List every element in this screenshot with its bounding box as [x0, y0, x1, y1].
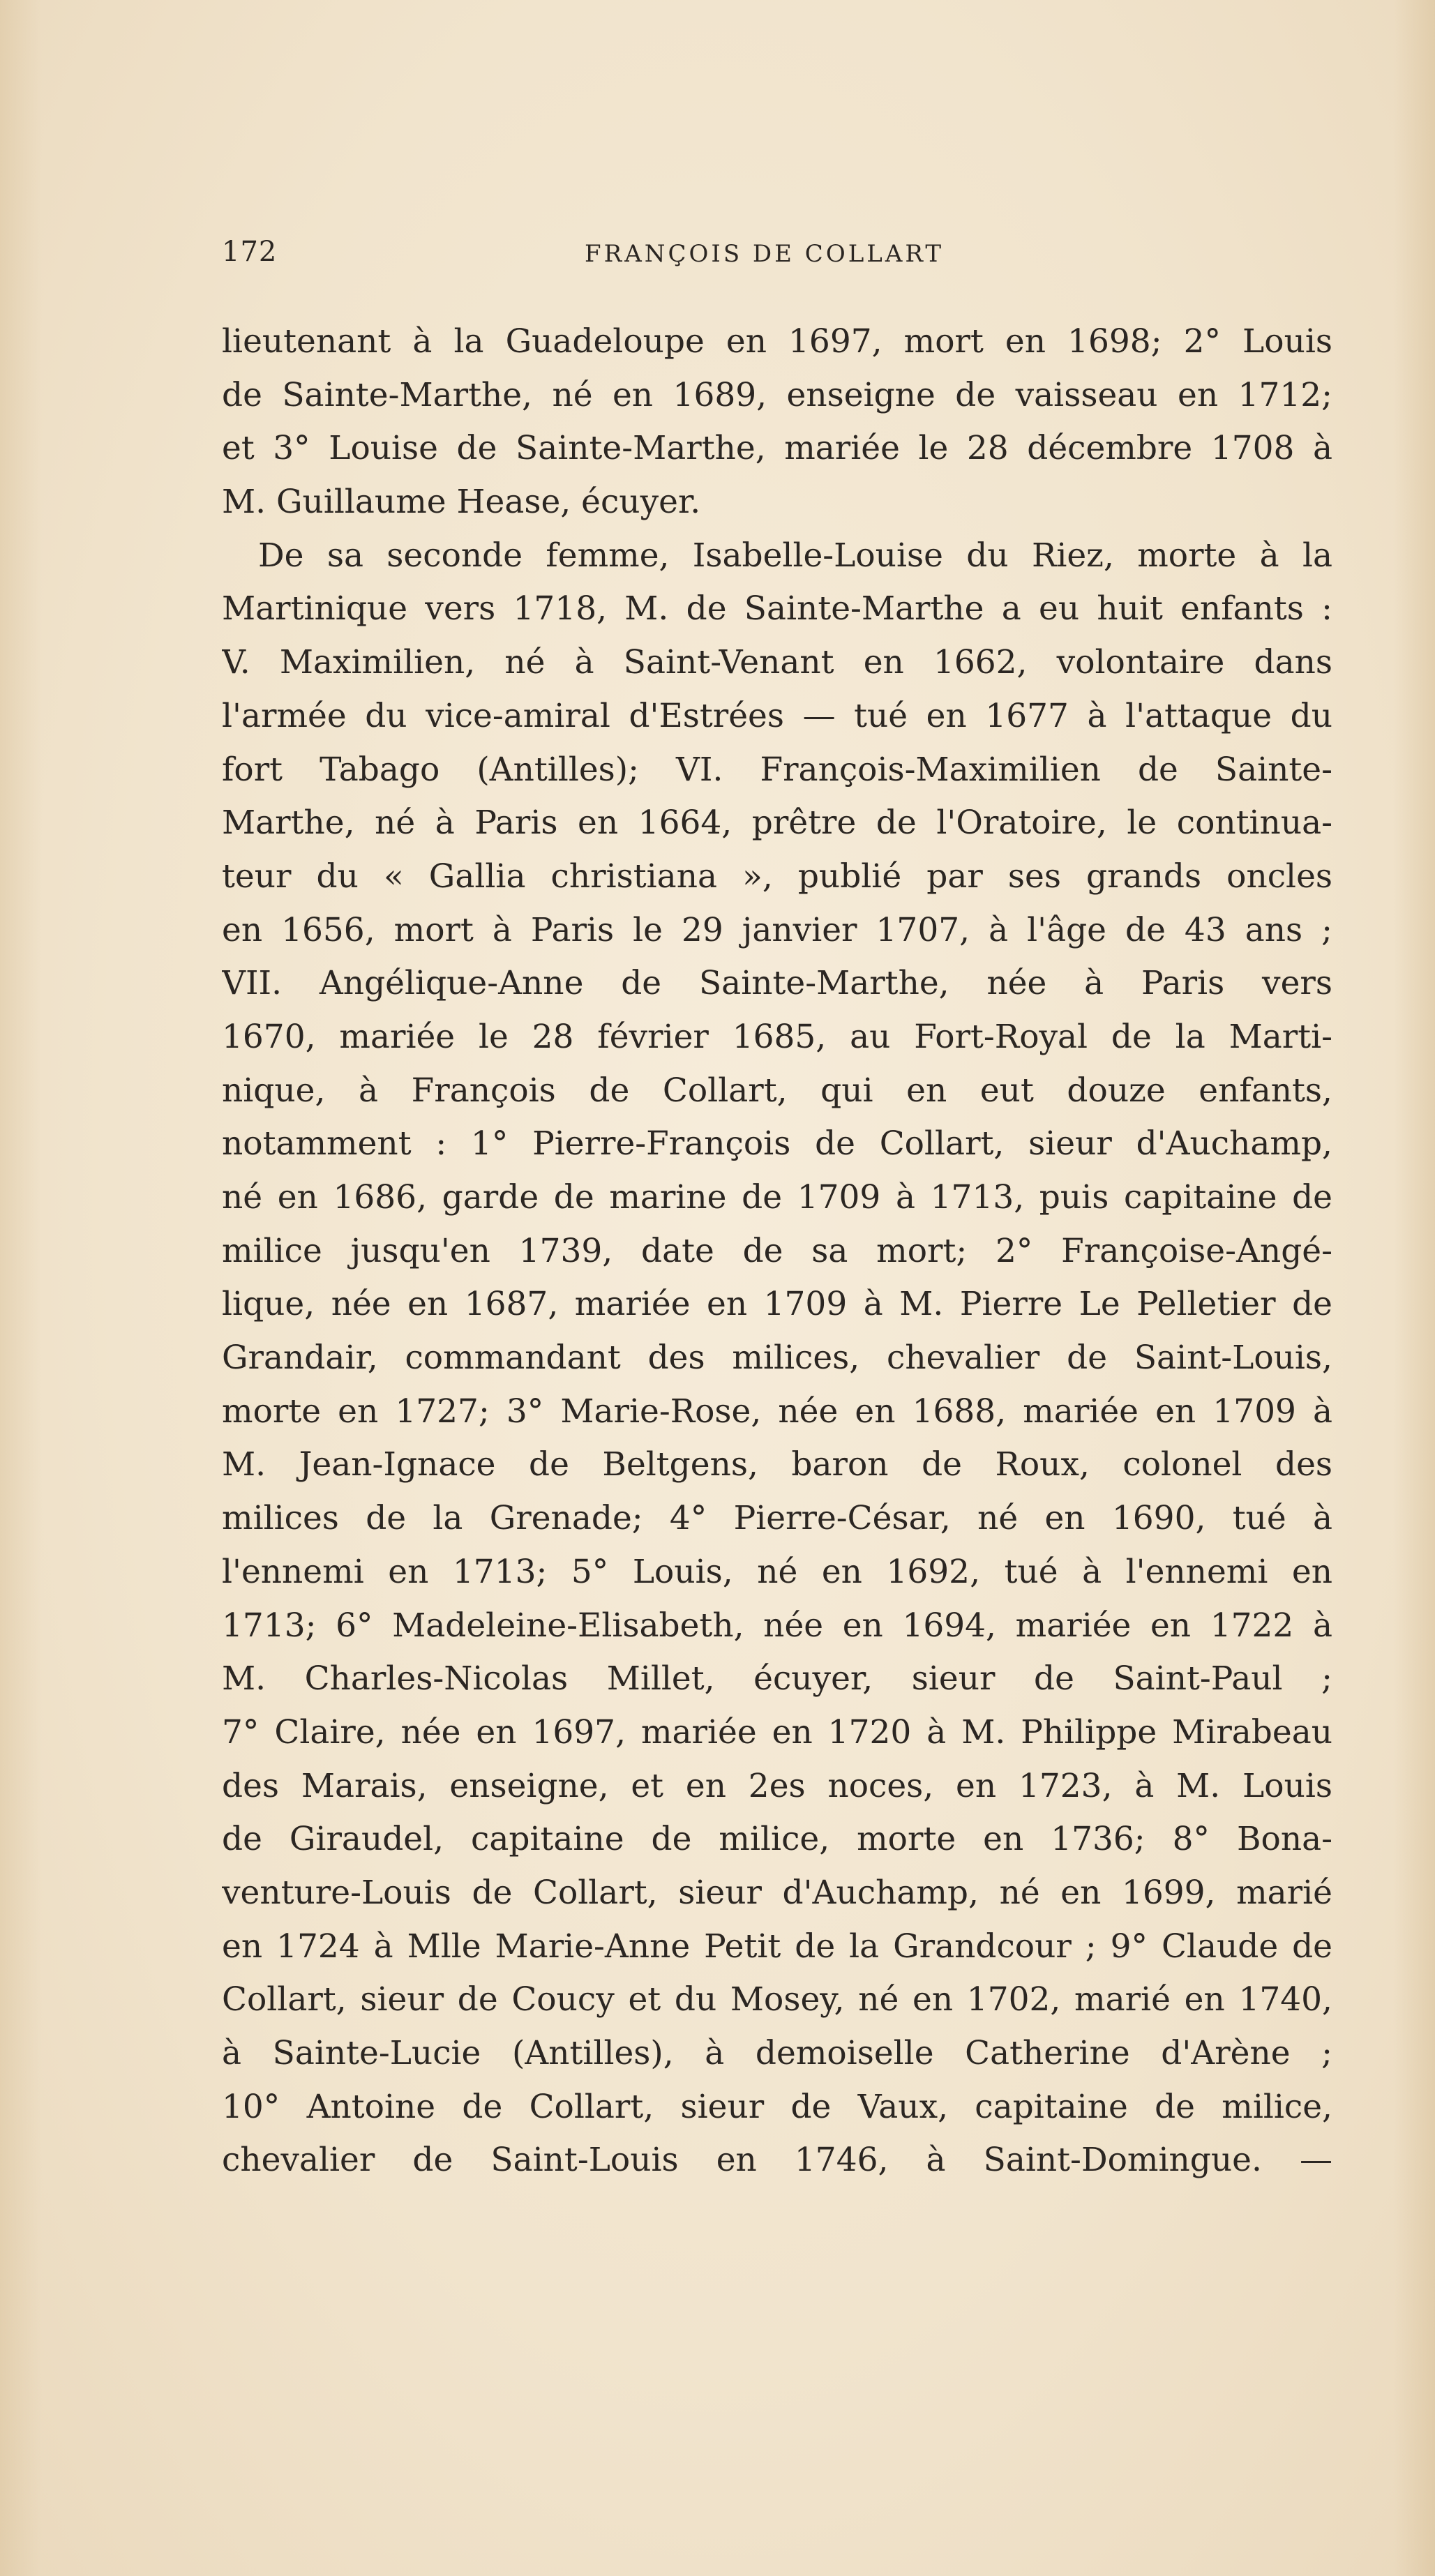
text-line: l'ennemi en 1713; 5° Louis, né en 1692, tué à l'ennemi en: [222, 1552, 1332, 1591]
text-line: teur du « Gallia christiana », publié par ses grands oncles: [222, 857, 1332, 896]
text-line: 10° Antoine de Collart, sieur de Vaux, capitaine de milice,: [222, 2087, 1332, 2126]
running-head: FRANÇOIS DE COLLART: [585, 240, 945, 268]
text-line: Marthe, né à Paris en 1664, prêtre de l'Oratoire, le continua-: [222, 804, 1332, 843]
text-line: morte en 1727; 3° Marie-Rose, née en 1688, mariée en 1709 à: [222, 1392, 1332, 1431]
page-edge-shadow-left: [0, 0, 42, 2576]
text-line: des Marais, enseigne, et en 2es noces, en 1723, à M. Louis: [222, 1766, 1332, 1805]
text-line: lique, née en 1687, mariée en 1709 à M. Pierre Le Pelletier de: [222, 1285, 1332, 1324]
text-line: M. Charles-Nicolas Millet, écuyer, sieur de Saint-Paul ;: [222, 1659, 1332, 1698]
text-line: M. Jean-Ignace de Beltgens, baron de Roux, colonel des: [222, 1445, 1332, 1484]
text-line: V. Maximilien, né à Saint-Venant en 1662, volontaire dans: [222, 643, 1332, 682]
text-line: lieutenant à la Guadeloupe en 1697, mort en 1698; 2° Louis: [222, 322, 1332, 361]
page-number: 172: [222, 236, 278, 268]
text-line: M. Guillaume Hease, écuyer.: [222, 483, 701, 522]
text-line: venture-Louis de Collart, sieur d'Auchamp, né en 1699, marié: [222, 1873, 1332, 1912]
text-line: l'armée du vice-amiral d'Estrées — tué en 1677 à l'attaque du: [222, 696, 1332, 735]
text-line: nique, à François de Collart, qui en eut douze enfants,: [222, 1071, 1332, 1110]
text-line: milice jusqu'en 1739, date de sa mort; 2° Françoise-Angé-: [222, 1231, 1332, 1270]
text-line: à Sainte-Lucie (Antilles), à demoiselle Catherine d'Arène ;: [222, 2034, 1332, 2072]
text-line: 1713; 6° Madeleine-Elisabeth, née en 1694, mariée en 1722 à: [222, 1606, 1332, 1645]
text-line: de Sainte-Marthe, né en 1689, enseigne de vaisseau en 1712;: [222, 375, 1332, 414]
text-line: VII. Angélique-Anne de Sainte-Marthe, née à Paris vers: [222, 964, 1332, 1003]
text-line: fort Tabago (Antilles); VI. François-Maximilien de Sainte-: [222, 750, 1332, 789]
page-edge-shadow-right: [1393, 0, 1435, 2576]
text-line: de Giraudel, capitaine de milice, morte en 1736; 8° Bona-: [222, 1820, 1332, 1859]
text-line: chevalier de Saint-Louis en 1746, à Saint-Domingue. —: [222, 2141, 1332, 2180]
text-line: et 3° Louise de Sainte-Marthe, mariée le 28 décembre 1708 à: [222, 429, 1332, 468]
text-line: en 1724 à Mlle Marie-Anne Petit de la Grandcour ; 9° Claude de: [222, 1927, 1332, 1966]
text-line: notamment : 1° Pierre-François de Collart, sieur d'Auchamp,: [222, 1124, 1332, 1163]
text-line: milices de la Grenade; 4° Pierre-César, né en 1690, tué à: [222, 1499, 1332, 1538]
text-line: 1670, mariée le 28 février 1685, au Fort-Royal de la Marti-: [222, 1017, 1332, 1056]
text-line: 7° Claire, née en 1697, mariée en 1720 à M. Philippe Mirabeau: [222, 1712, 1332, 1752]
text-line: Collart, sieur de Coucy et du Mosey, né en 1702, marié en 1740,: [222, 1980, 1332, 2019]
text-line: né en 1686, garde de marine de 1709 à 1713, puis capitaine de: [222, 1178, 1332, 1217]
text-line: Martinique vers 1718, M. de Sainte-Marthe a eu huit enfants :: [222, 589, 1332, 628]
text-line: De sa seconde femme, Isabelle-Louise du Riez, morte à la: [258, 536, 1332, 575]
text-line: en 1656, mort à Paris le 29 janvier 1707, à l'âge de 43 ans ;: [222, 910, 1332, 949]
text-line: Grandair, commandant des milices, chevalier de Saint-Louis,: [222, 1339, 1332, 1378]
page-header: [222, 236, 1331, 285]
body-text: [222, 315, 1332, 2187]
